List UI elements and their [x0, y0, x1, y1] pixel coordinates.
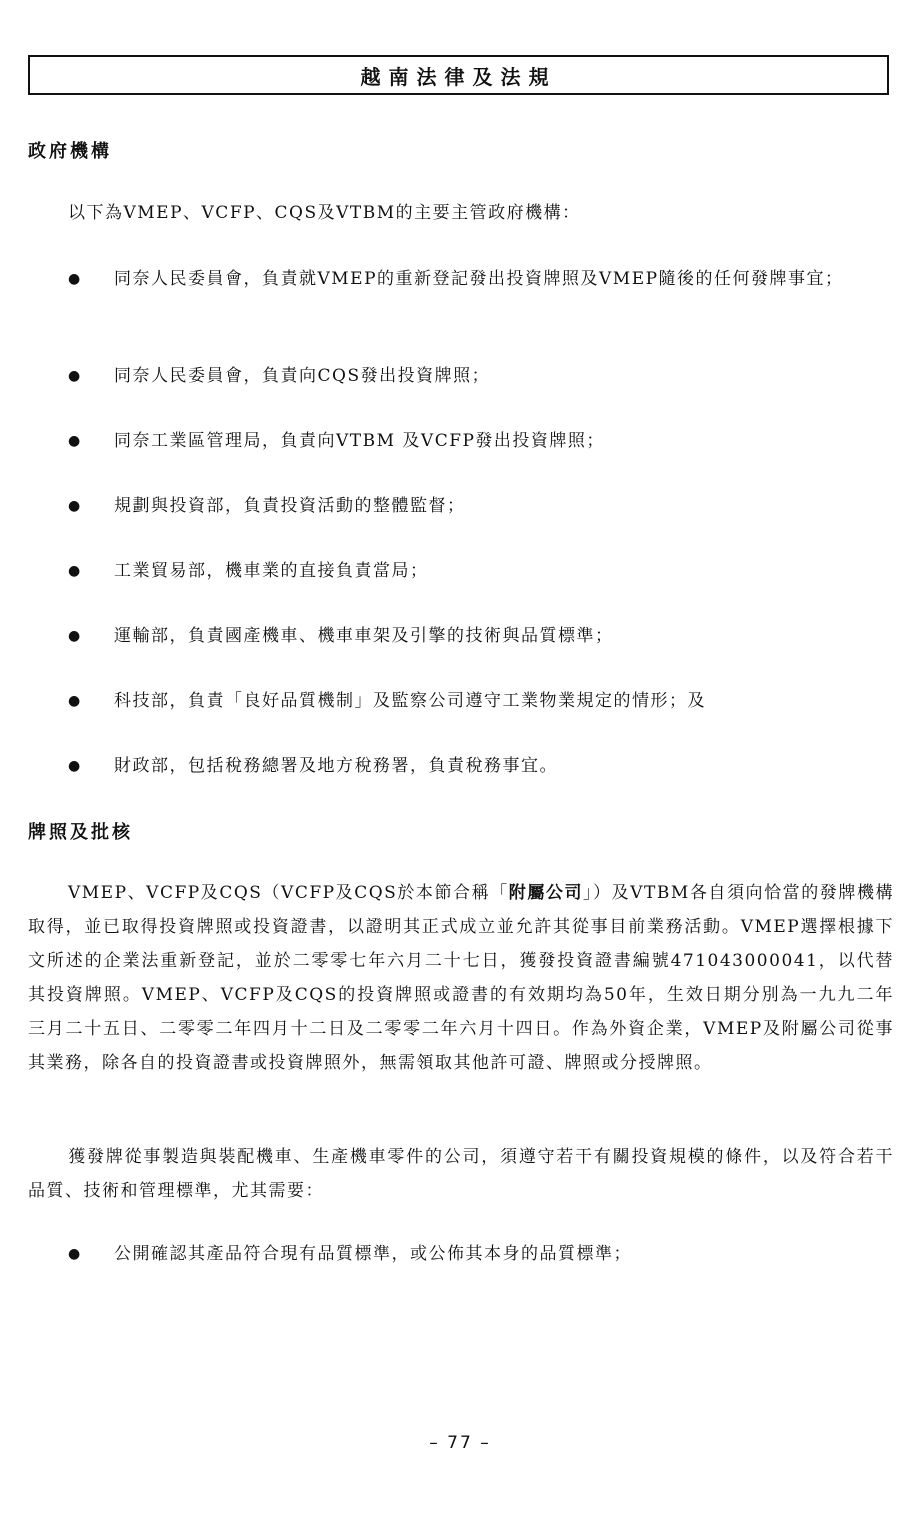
intro-paragraph: 以下為VMEP、VCFP、CQS及VTBM的主要主管政府機構：: [68, 203, 581, 223]
bullet-icon: ●: [68, 271, 82, 287]
section-heading-licences: 牌照及批核: [28, 822, 133, 843]
list-item: ● 同奈人民委員會，負責向CQS發出投資牌照；: [68, 359, 894, 393]
bullet-icon: ●: [68, 628, 82, 644]
bullet-icon: ●: [68, 693, 82, 709]
bullet-icon: ●: [68, 433, 82, 449]
list-item: ● 科技部，負責「良好品質機制」及監察公司遵守工業物業規定的情形；及: [68, 684, 894, 718]
bullet-icon: ●: [68, 758, 82, 774]
bullet-icon: ●: [68, 368, 82, 384]
licence-paragraph: VMEP、VCFP及CQS（VCFP及CQS於本節合稱「附屬公司」）及VTBM各自須向恰當的發牌機構取得，並已取得投資牌照或投資證書，以證明其正式成立並允許其從事目前業務活動。VMEP選擇根據下文所述的企業法重新登記，並於二零零七年六月二十七日，獲發投資證書編號471043000041，以代替其投資牌照。VMEP、VCFP及CQS的投資牌照或證書的有效期均為50年，生效日期分別為一九九二年三月二十五日、二零零二年四月十二日及二零零二年六月十四日。作為外資企業，VMEP及附屬公司從事其業務，除各自的投資證書或投資牌照外，無需領取其他許可證、牌照或分授牌照。: [28, 883, 895, 1073]
bullet-icon: ●: [68, 1246, 82, 1262]
list-item: ● 規劃與投資部，負責投資活動的整體監督；: [68, 489, 894, 523]
list-item: ● 公開確認其產品符合現有品質標準，或公佈其本身的品質標準；: [68, 1237, 894, 1271]
list-item: ● 同奈人民委員會，負責就VMEP的重新登記發出投資牌照及VMEP隨後的任何發牌事宜；: [68, 262, 894, 296]
bullet-icon: ●: [68, 498, 82, 514]
bullet-icon: ●: [68, 563, 82, 579]
list-item: ● 工業貿易部，機車業的直接負責當局；: [68, 554, 894, 588]
list-item: ● 財政部，包括稅務總署及地方稅務署，負責稅務事宜。: [68, 749, 894, 783]
conditions-paragraph: 獲發牌從事製造與裝配機車、生產機車零件的公司，須遵守若干有關投資規模的條件，以及符合若干品質、技術和管理標準，尤其需要：: [28, 1147, 894, 1201]
page-number: – 77 –: [429, 1433, 491, 1453]
defined-term: 附屬公司: [508, 883, 584, 903]
list-item: ● 同奈工業區管理局，負責向VTBM 及VCFP發出投資牌照；: [68, 424, 894, 458]
list-item: ● 運輸部，負責國產機車、機車車架及引擎的技術與品質標準；: [68, 619, 894, 653]
page-title: 越南法律及法規: [28, 55, 889, 95]
section-heading-government: 政府機構: [28, 141, 112, 162]
